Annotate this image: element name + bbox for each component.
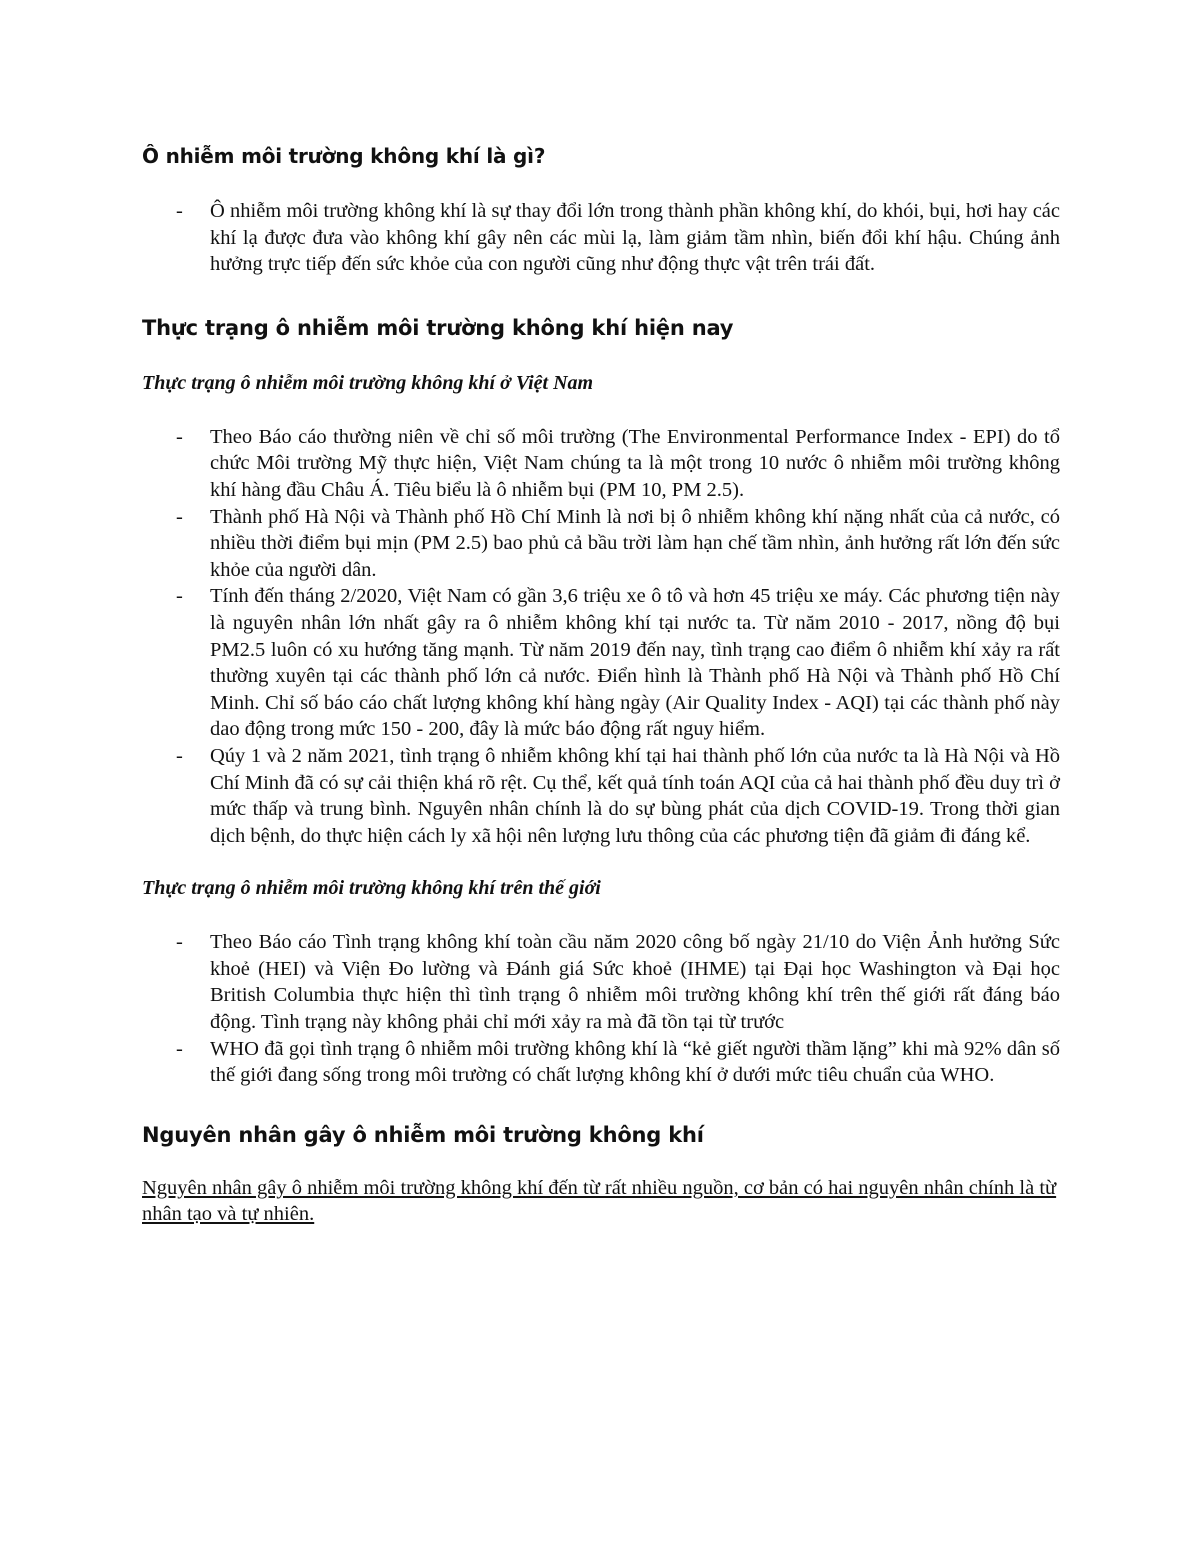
list-item: - WHO đã gọi tình trạng ô nhiễm môi trường không khí là “kẻ giết người thầm lặng” khi mà 92% dân số thế giới đang sống trong môi trường có chất lượng không khí ở dưới mức tiêu chuẩn của WHO. xyxy=(176,1037,1060,1087)
causes-paragraph: Nguyên nhân gây ô nhiễm môi trường không khí đến từ rất nhiều nguồn, cơ bản có hai nguyên nhân chính là từ nhân tạo và tự nhiên. xyxy=(142,1176,1057,1226)
heading-current-status: Thực trạng ô nhiễm môi trường không khí hiện nay xyxy=(142,315,734,340)
world-list xyxy=(142,929,1060,1089)
list-item: - Thành phố Hà Nội và Thành phố Hồ Chí Minh là nơi bị ô nhiễm không khí nặng nhất của cả nước, có nhiều thời điểm bụi mịn (PM 2.5) bao phủ cả bầu trời làm hạn chế tầm nhìn, ảnh hưởng rất lớn đến sức khỏe của người dân. xyxy=(176,505,1060,581)
subheading-world: Thực trạng ô nhiễm môi trường không khí trên thế giới xyxy=(142,877,601,900)
heading-what-is-air-pollution: Ô nhiễm môi trường không khí là gì? xyxy=(142,144,546,168)
dash-bullet: - xyxy=(176,505,183,528)
vietnam-list xyxy=(142,424,1060,850)
dash-bullet: - xyxy=(176,1037,183,1060)
dash-bullet: - xyxy=(176,744,183,767)
list-item: - Tính đến tháng 2/2020, Việt Nam có gần 3,6 triệu xe ô tô và hơn 45 triệu xe máy. Các phương tiện này là nguyên nhân lớn nhất gây ra ô nhiễm không khí tại nước ta. Từ năm 2010 - 2017, nồng độ bụi PM2.5 luôn có xu hướng tăng mạnh. Từ năm 2019 đến nay, tình trạng cao điểm ô nhiễm khí xảy ra rất thường xuyên tại các thành phố lớn cả nước. Điển hình là Thành phố Hà Nội và Thành phố Hồ Chí Minh. Chỉ số báo cáo chất lượng không khí hàng ngày (Air Quality Index - AQI) tại các thành phố này dao động trong mức 150 - 200, đây là mức báo động rất nguy hiểm. xyxy=(176,585,1060,741)
dash-bullet: - xyxy=(176,425,183,448)
definition-list xyxy=(142,198,1060,278)
subheading-vietnam: Thực trạng ô nhiễm môi trường không khí ở Việt Nam xyxy=(142,371,594,394)
dash-bullet: - xyxy=(176,585,183,608)
dash-bullet: - xyxy=(176,931,183,954)
list-item: - Ô nhiễm môi trường không khí là sự thay đổi lớn trong thành phần không khí, do khói, bụi, hơi hay các khí lạ được đưa vào không khí gây nên các mùi lạ, làm giảm tầm nhìn, biến đổi khí hậu. Chúng ảnh hưởng trực tiếp đến sức khỏe của con người cũng như động thực vật trên trái đất. xyxy=(176,200,1060,276)
list-item: - Theo Báo cáo Tình trạng không khí toàn cầu năm 2020 công bố ngày 21/10 do Viện Ảnh hưởng Sức khoẻ (HEI) và Viện Đo lường và Đánh giá Sức khoẻ (IHME) tại Đại học Washington và Đại học British Columbia thực hiện thì tình trạng ô nhiễm môi trường không khí trên thế giới rất đáng báo động. Tình trạng này không phải chỉ mới xảy ra mà đã tồn tại từ trước xyxy=(176,931,1060,1034)
heading-causes: Nguyên nhân gây ô nhiễm môi trường không khí xyxy=(142,1122,704,1147)
document-page xyxy=(142,140,1060,1228)
list-item: - Qúy 1 và 2 năm 2021, tình trạng ô nhiễm không khí tại hai thành phố lớn của nước ta là Hà Nội và Hồ Chí Minh đã có sự cải thiện khá rõ rệt. Cụ thể, kết quả tính toán AQI của cả hai thành phố đều duy trì ở mức thấp và trung bình. Nguyên nhân chính là do sự bùng phát của dịch COVID-19. Trong thời gian dịch bệnh, do thực hiện cách ly xã hội nên lượng lưu thông của các phương tiện đã giảm đi đáng kể. xyxy=(176,744,1060,847)
list-item: - Theo Báo cáo thường niên về chỉ số môi trường (The Environmental Performance Index - EPI) do tổ chức Môi trường Mỹ thực hiện, Việt Nam chúng ta là một trong 10 nước ô nhiễm môi trường không khí hàng đầu Châu Á. Tiêu biểu là ô nhiễm bụi (PM 10, PM 2.5). xyxy=(176,425,1060,501)
dash-bullet: - xyxy=(176,200,183,222)
